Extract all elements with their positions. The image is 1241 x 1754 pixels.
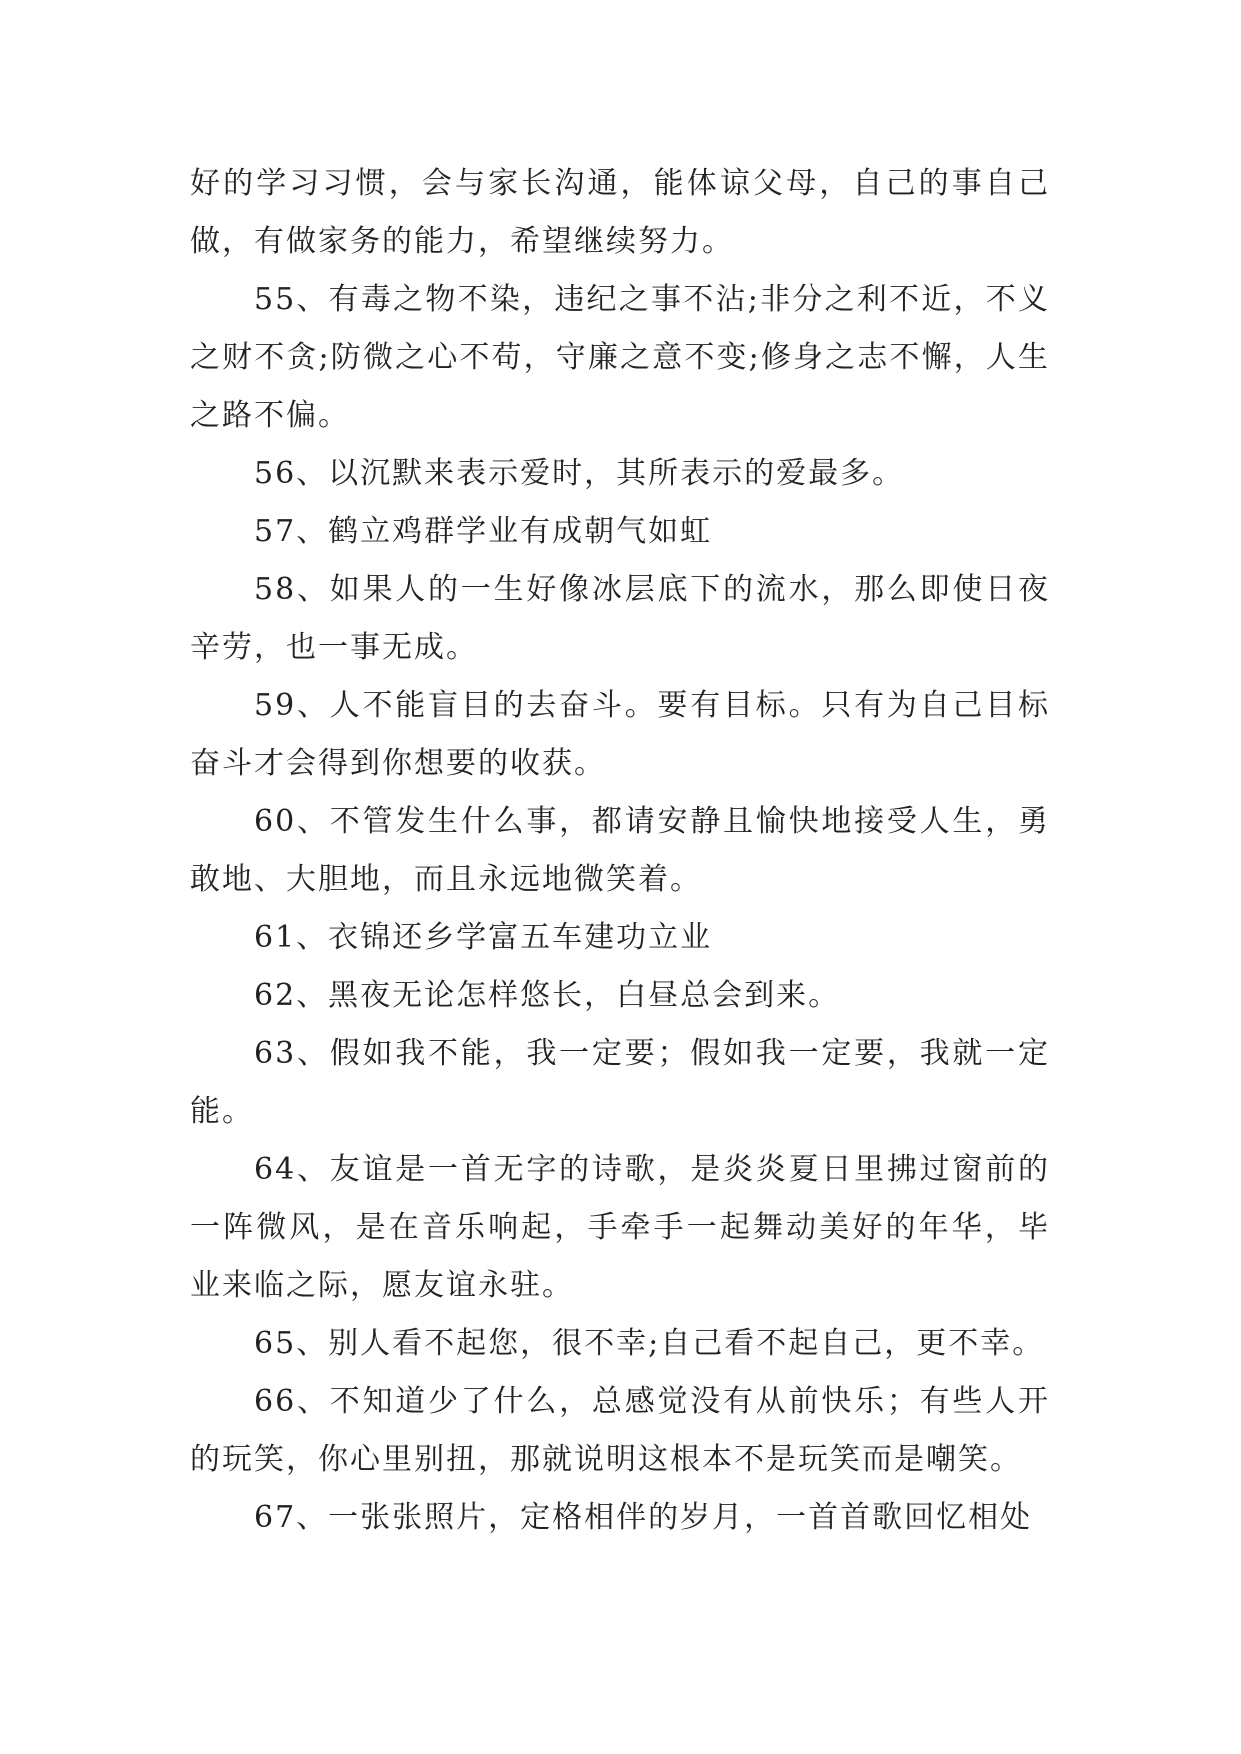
paragraph: 64、友谊是一首无字的诗歌，是炎炎夏日里拂过窗前的一阵微风，是在音乐响起，手牵手一起舞动美好的年华，毕业来临之际，愿友谊永驻。 bbox=[190, 1152, 1050, 1303]
paragraph: 55、有毒之物不染，违纪之事不沾;非分之利不近，不义之财不贪;防微之心不苟，守廉之意不变;修身之志不懈，人生之路不偏。 bbox=[190, 282, 1050, 433]
paragraph: 63、假如我不能，我一定要；假如我一定要，我就一定能。 bbox=[190, 1036, 1050, 1129]
paragraph: 59、人不能盲目的去奋斗。要有目标。只有为自己目标奋斗才会得到你想要的收获。 bbox=[190, 688, 1050, 781]
paragraph: 66、不知道少了什么，总感觉没有从前快乐；有些人开的玩笑，你心里别扭，那就说明这根本不是玩笑而是嘲笑。 bbox=[190, 1384, 1050, 1477]
paragraph: 好的学习习惯，会与家长沟通，能体谅父母，自己的事自己做，有做家务的能力，希望继续努力。 bbox=[190, 166, 1050, 259]
paragraph: 65、别人看不起您，很不幸;自己看不起自己，更不幸。 bbox=[254, 1326, 1045, 1361]
paragraph: 62、黑夜无论怎样悠长，白昼总会到来。 bbox=[254, 978, 841, 1013]
paragraph: 61、衣锦还乡学富五车建功立业 bbox=[254, 920, 713, 955]
paragraph: 67、一张张照片，定格相伴的岁月，一首首歌回忆相处 bbox=[254, 1500, 1033, 1535]
document-body bbox=[190, 155, 1050, 1547]
paragraph: 58、如果人的一生好像冰层底下的流水，那么即使日夜辛劳，也一事无成。 bbox=[190, 572, 1050, 665]
paragraph: 56、以沉默来表示爱时，其所表示的爱最多。 bbox=[254, 456, 905, 491]
paragraph: 57、鹤立鸡群学业有成朝气如虹 bbox=[254, 514, 713, 549]
paragraph: 60、不管发生什么事，都请安静且愉快地接受人生，勇敢地、大胆地，而且永远地微笑着。 bbox=[190, 804, 1050, 897]
